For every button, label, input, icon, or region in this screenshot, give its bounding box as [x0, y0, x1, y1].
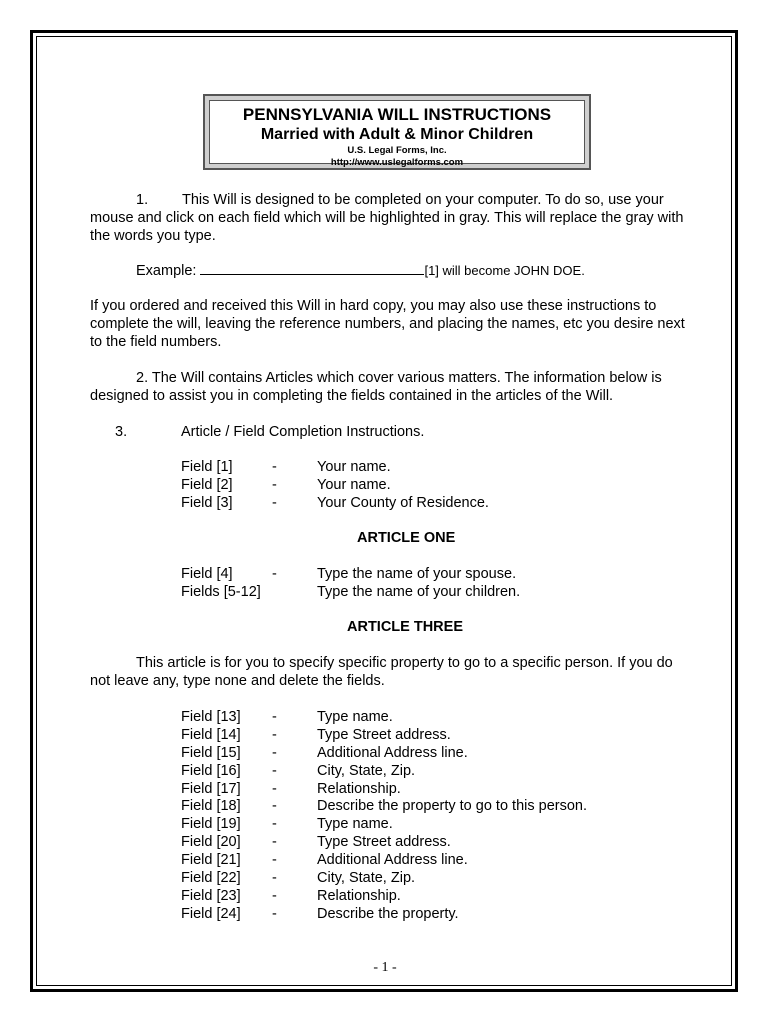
section-1-number: 1.: [136, 192, 149, 208]
field-description: Additional Address line.: [317, 852, 468, 868]
field-dash: -: [272, 888, 277, 904]
article-one-heading: ARTICLE ONE: [357, 530, 456, 546]
field-dash: -: [272, 834, 277, 850]
document-title: PENNSYLVANIA WILL INSTRUCTIONS: [242, 105, 552, 124]
section-1-paragraph: [90, 191, 690, 245]
company-name: U.S. Legal Forms, Inc.: [347, 145, 447, 156]
field-row: [181, 476, 641, 494]
hardcopy-paragraph: If you ordered and received this Will in hard copy, you may also use these instructions to complete the will, leaving the reference numbers, and placing the names, etc you desire next to the field numbers.: [90, 298, 685, 350]
example-label: Example:: [136, 263, 197, 279]
field-description: Additional Address line.: [317, 745, 468, 761]
field-description: Your County of Residence.: [317, 495, 489, 511]
field-row: [181, 869, 641, 887]
example-blank-field: [200, 262, 424, 275]
field-row: [181, 833, 641, 851]
field-label: Field [21]: [181, 852, 241, 868]
field-row: [181, 494, 641, 512]
field-label: Field [14]: [181, 727, 241, 743]
example-result: [1] will become JOHN DOE.: [424, 263, 585, 278]
field-label: Field [15]: [181, 745, 241, 761]
field-label: Field [16]: [181, 763, 241, 779]
field-label: Field [13]: [181, 709, 241, 725]
section-1-text: This Will is designed to be completed on your computer. To do so, use your mouse and click on each field which will be highlighted in gray. This will replace the gray with the words you type.: [90, 192, 684, 244]
field-row: [181, 744, 641, 762]
field-dash: -: [272, 798, 277, 814]
field-description: Type the name of your spouse.: [317, 566, 517, 582]
field-label: Field [24]: [181, 906, 241, 922]
field-label: Field [20]: [181, 834, 241, 850]
field-description: Your name.: [317, 477, 391, 493]
field-description: Type Street address.: [317, 834, 451, 850]
field-dash: -: [272, 727, 277, 743]
field-row: [181, 815, 641, 833]
article-three-heading: ARTICLE THREE: [347, 619, 463, 635]
field-row: [181, 780, 641, 798]
section-2-text: 2. The Will contains Articles which cover various matters. The information below is designed to assist you in completing the fields contained in the articles of the Will.: [90, 370, 662, 404]
field-dash: -: [272, 745, 277, 761]
company-url[interactable]: http://www.uslegalforms.com: [330, 157, 464, 168]
section-2-paragraph: [90, 369, 690, 405]
field-label: Field [1]: [181, 459, 233, 475]
article-three-intro: [90, 654, 690, 690]
field-description: City, State, Zip.: [317, 870, 416, 886]
field-description: Type name.: [317, 709, 393, 725]
field-row: [181, 851, 641, 869]
field-row: [181, 726, 641, 744]
field-description: Type Street address.: [317, 727, 451, 743]
article-three-intro-text: This article is for you to specify specific property to go to a specific person. If you do not leave any, type none and delete the fields.: [90, 655, 673, 689]
field-description: City, State, Zip.: [317, 763, 416, 779]
field-row: [181, 458, 641, 476]
field-label: Field [22]: [181, 870, 241, 886]
field-label: Field [18]: [181, 798, 241, 814]
field-label: Field [4]: [181, 566, 233, 582]
field-description: Relationship.: [317, 888, 401, 904]
field-label: Field [19]: [181, 816, 241, 832]
field-dash: -: [272, 781, 277, 797]
field-description: Describe the property to go to this person.: [317, 798, 588, 814]
field-row: [181, 887, 641, 905]
field-dash: -: [272, 495, 277, 511]
field-dash: -: [272, 852, 277, 868]
field-label: Field [2]: [181, 477, 233, 493]
field-label: Field [17]: [181, 781, 241, 797]
field-description: Type name.: [317, 816, 393, 832]
field-row: [181, 905, 641, 923]
field-dash: -: [272, 566, 277, 582]
field-dash: -: [272, 816, 277, 832]
field-dash: -: [272, 709, 277, 725]
field-dash: -: [272, 870, 277, 886]
example-line: [136, 262, 585, 280]
field-row: [181, 583, 641, 601]
field-dash: -: [272, 477, 277, 493]
section-3-title: Article / Field Completion Instructions.: [181, 424, 425, 440]
field-label: Fields [5-12]: [181, 584, 261, 600]
title-box-inner: [209, 100, 585, 168]
section-3-number: 3.: [115, 424, 128, 440]
field-row: [181, 762, 641, 780]
field-dash: -: [272, 459, 277, 475]
page-number: - 1 -: [373, 960, 397, 975]
field-description: Describe the property.: [317, 906, 459, 922]
field-label: Field [23]: [181, 888, 241, 904]
title-box: [203, 94, 591, 170]
field-description: Your name.: [317, 459, 391, 475]
field-label: Field [3]: [181, 495, 233, 511]
field-dash: -: [272, 906, 277, 922]
field-row: [181, 565, 641, 583]
field-row: [181, 708, 641, 726]
document-subtitle: Married with Adult & Minor Children: [260, 126, 534, 143]
field-description: Type the name of your children.: [317, 584, 521, 600]
field-dash: -: [272, 763, 277, 779]
field-description: Relationship.: [317, 781, 401, 797]
field-row: [181, 797, 641, 815]
